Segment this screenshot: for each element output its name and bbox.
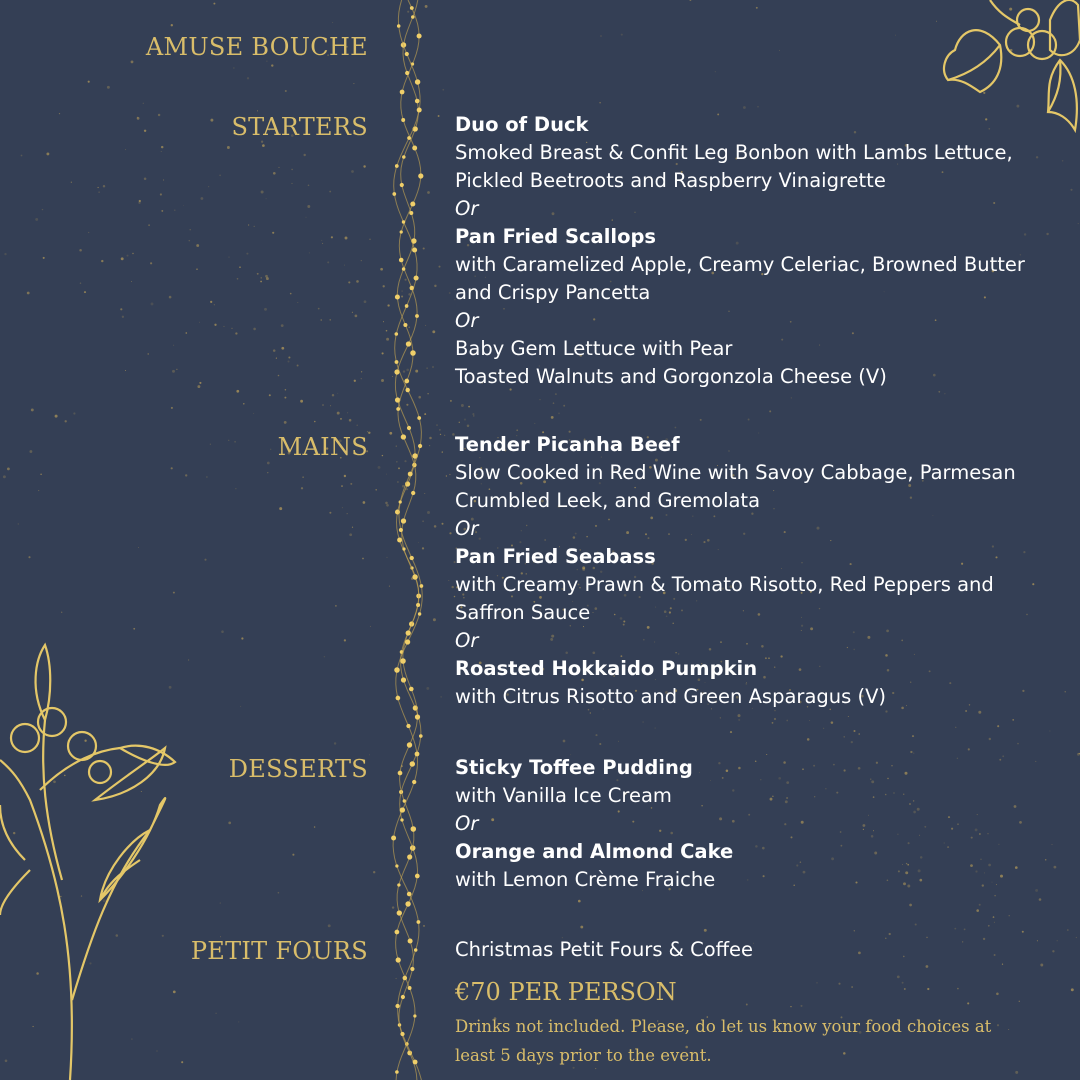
heading-mains: MAINS bbox=[277, 433, 368, 461]
dish-name: Roasted Hokkaido Pumpkin bbox=[455, 657, 758, 680]
heading-amuse-bouche: AMUSE BOUCHE bbox=[145, 33, 368, 61]
mains-list bbox=[455, 431, 1075, 711]
dish-description: Slow Cooked in Red Wine with Savoy Cabbage, Parmesan bbox=[455, 461, 1016, 484]
heading-starters: STARTERS bbox=[231, 113, 368, 141]
mistletoe-branch-icon bbox=[0, 645, 175, 1080]
dish-description: with Creamy Prawn & Tomato Risotto, Red Peppers and bbox=[455, 573, 994, 596]
dish-description: Saffron Sauce bbox=[455, 601, 591, 624]
petit-fours-item: Christmas Petit Fours & Coffee bbox=[455, 938, 754, 961]
dish-name: Pan Fried Scallops bbox=[455, 225, 657, 248]
dish-description: Pickled Beetroots and Raspberry Vinaigrette bbox=[455, 169, 886, 192]
dish-description: with Caramelized Apple, Creamy Celeriac, Browned Butter bbox=[455, 253, 1025, 276]
dish-name: Tender Picanha Beef bbox=[455, 433, 680, 456]
or-separator: Or bbox=[455, 309, 479, 332]
or-separator: Or bbox=[455, 517, 479, 540]
dish-description: Smoked Breast & Confit Leg Bonbon with Lambs Lettuce, bbox=[455, 141, 1013, 164]
dish-description: Baby Gem Lettuce with Pear bbox=[455, 337, 733, 360]
dish-description: with Lemon Crème Fraiche bbox=[455, 868, 716, 891]
dish-name: Orange and Almond Cake bbox=[455, 840, 734, 863]
dish-description: Crumbled Leek, and Gremolata bbox=[455, 489, 761, 512]
dish-description: with Vanilla Ice Cream bbox=[455, 784, 672, 807]
dish-description: Toasted Walnuts and Gorgonzola Cheese (V) bbox=[455, 365, 887, 388]
or-separator: Or bbox=[455, 629, 479, 652]
dish-name: Sticky Toffee Pudding bbox=[455, 756, 693, 779]
dish-description: and Crispy Pancetta bbox=[455, 281, 651, 304]
price-per-person: €70 PER PERSON bbox=[455, 978, 677, 1006]
heading-desserts: DESSERTS bbox=[228, 755, 368, 783]
dish-name: Duo of Duck bbox=[455, 113, 589, 136]
dish-description: with Citrus Risotto and Green Asparagus (V) bbox=[455, 685, 887, 708]
starters-list bbox=[455, 111, 1075, 391]
dish-name: Pan Fried Seabass bbox=[455, 545, 656, 568]
or-separator: Or bbox=[455, 812, 479, 835]
or-separator: Or bbox=[455, 197, 479, 220]
gold-light-string bbox=[391, 0, 423, 1080]
booking-note: Drinks not included. Please, do let us know your food choices at least 5 days prior to the event. bbox=[455, 1017, 992, 1065]
desserts-list bbox=[455, 754, 1075, 894]
heading-petit-fours: PETIT FOURS bbox=[190, 937, 368, 965]
